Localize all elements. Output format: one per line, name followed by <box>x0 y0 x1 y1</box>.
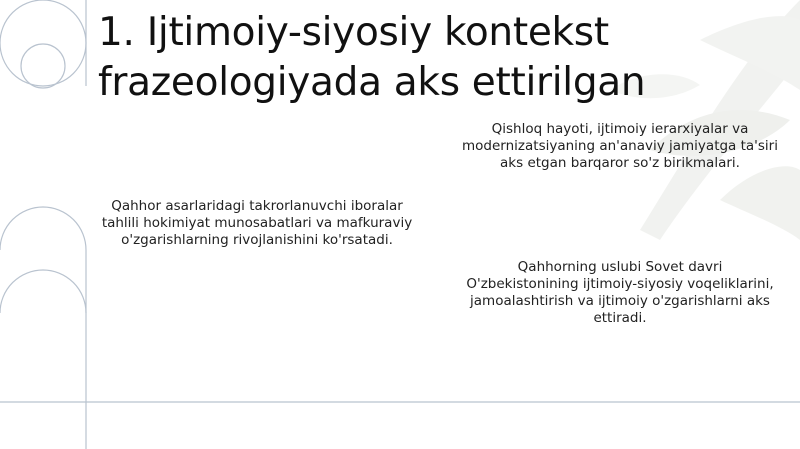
arch-outline-2 <box>0 270 86 313</box>
title-line-1: 1. Ijtimoiy-siyosiy kontekst <box>98 10 609 55</box>
text-line: O'zbekistonining ijtimoiy-siyosiy voqeliklarini, <box>466 276 774 292</box>
text-line: o'zgarishlarning rivojlanishini ko'rsatadi. <box>121 232 393 248</box>
text-line: jamoalashtirish va ijtimoiy o'zgarishlarni aks <box>470 293 770 309</box>
slide-title <box>98 8 738 108</box>
text-block-rural-life <box>440 121 800 172</box>
text-block-phrase-analysis <box>60 198 454 249</box>
text-line: ettiradi. <box>593 310 647 326</box>
text-line: Qahhor asarlaridagi takrorlanuvchi iboralar <box>111 198 403 214</box>
text-block-soviet-style <box>440 259 800 327</box>
text-line: modernizatsiyaning an'anaviy jamiyatga ta'siri <box>462 138 778 154</box>
text-line: Qahhorning uslubi Sovet davri <box>517 259 723 275</box>
large-circle-outline <box>0 0 86 86</box>
small-circle-outline <box>21 44 65 88</box>
text-line: Qishloq hayoti, ijtimoiy ierarxiyalar va <box>491 121 749 137</box>
title-line-2: frazeologiyada aks ettirilgan <box>98 60 646 105</box>
text-line: tahlili hokimiyat munosabatlari va mafkuraviy <box>101 215 413 231</box>
text-line: aks etgan barqaror so'z birikmalari. <box>500 155 740 171</box>
